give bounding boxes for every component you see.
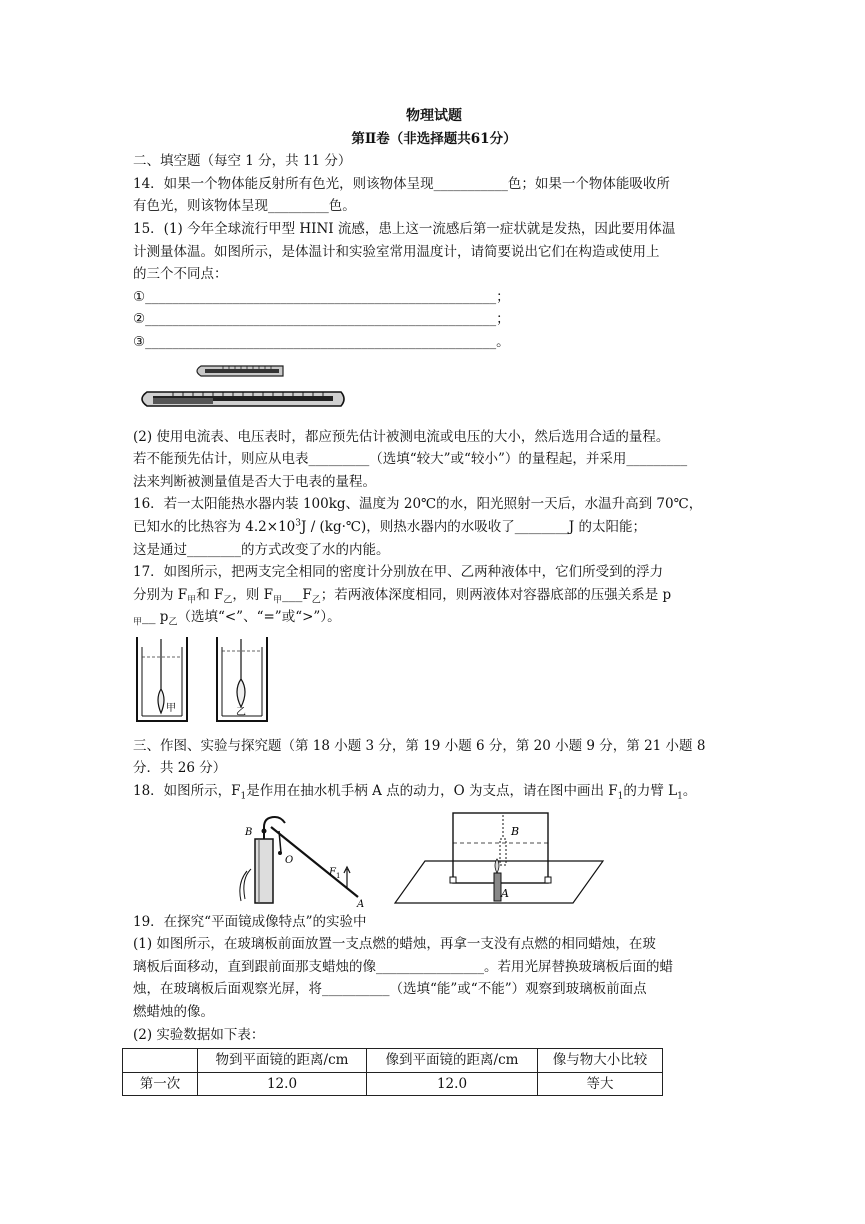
q19-line6: (2) 实验数据如下表： [133, 1026, 265, 1043]
hydrometer-drawing [133, 629, 273, 727]
table-cell: 12.0 [367, 1072, 538, 1096]
svg-text:甲: 甲 [166, 702, 176, 714]
q15-part2-line2: 若不能预先估计，则应从电表_________（选填“较大”或“较小”）的量程起，并采用_________ [133, 451, 688, 468]
q15-blank1: ①____________________________________________________； [133, 288, 510, 305]
svg-text:A: A [357, 898, 365, 907]
table-row [123, 1072, 663, 1096]
lab-thermometer-icon [142, 392, 344, 406]
q17-line2: 分别为 $F_甲$和 $F_乙$，则 $F_甲\_\_\_F_乙$；若两液体深度相同，则两液体对容器底部的压强关系是 p [133, 586, 672, 606]
svg-text:B: B [245, 826, 253, 838]
beaker-jia-icon [137, 637, 187, 721]
q17-line3: $_甲$__ $p_乙$（选填“<”、“=”或“>”）。 [133, 609, 341, 628]
section2-heading: 二、填空题（每空 1 分，共 11 分） [133, 153, 352, 170]
table-header-cell [123, 1049, 198, 1073]
q19-line3: 璃板后面移动，直到跟前面那支蜡烛的像________________。若用光屏替换玻璃板后面的蜡 [133, 958, 673, 975]
svg-text:F: F [329, 866, 336, 878]
q17-line1: 17．如图所示，把两支完全相同的密度计分别放在甲、乙两种液体中，它们所受到的浮力 [133, 564, 664, 581]
q16-line2: 已知水的比热容为 $4.2\times 10^3J$ / (kg·℃)，则热水器内的水吸收了________J 的太阳能； [133, 518, 646, 535]
q14-line1: 14．如果一个物体能反射所有色光，则该物体呈现___________色；如果一个物体能吸收所 [133, 175, 670, 192]
q19-line1: 19．在探究“平面镜成像特点”的实验中 [133, 913, 367, 930]
table-header-cell: 像与物大小比较 [538, 1049, 663, 1073]
q15-blank3: ③____________________________________________________。 [133, 333, 510, 350]
table-cell: 等大 [538, 1072, 663, 1096]
table-cell: 12.0 [198, 1072, 367, 1096]
clinical-thermometer-icon [197, 366, 283, 376]
table-header-cell: 像到平面镜的距离/cm [367, 1049, 538, 1073]
svg-text:O: O [285, 854, 294, 866]
table-header-cell: 物到平面镜的距离/cm [198, 1049, 367, 1073]
q15-line3: 的三个不同点： [133, 266, 228, 283]
q15-line2: 计测量体温。如图所示，是体温计和实验室常用温度计，请简要说出它们在构造或使用上 [133, 243, 660, 260]
experiment-table [122, 1048, 663, 1096]
q14-line2: 有色光，则该物体呈现_________色。 [133, 198, 356, 215]
section3-line1: 三、作图、实验与探究题（第 18 小题 3 分，第 19 小题 6 分，第 20 小题 9 分，第 21 小题 8 [133, 737, 706, 754]
table-cell: 第一次 [123, 1072, 198, 1096]
q16-line3: 这是通过________的方式改变了水的内能。 [133, 541, 390, 558]
water-pump-icon [240, 817, 364, 907]
section3-line2: 分．共 26 分） [133, 760, 227, 777]
q15-line1: 15．(1) 今年全球流行甲型 HINI 流感，患上这一流感后第一症状就是发热，因此要用体温 [133, 220, 676, 237]
q19-line4: 烛，在玻璃板后面观察光屏，将__________（选填“能”或“不能”）观察到玻璃板前面点 [133, 981, 647, 998]
exam-page [133, 105, 735, 1096]
q16-line1: 16．若一太阳能热水器内装 100kg、温度为 20℃的水，阳光照射一天后，水温升高到 70℃， [133, 496, 703, 513]
svg-text:乙: 乙 [236, 706, 246, 718]
svg-text:B: B [511, 824, 520, 838]
svg-text:A: A [501, 886, 509, 900]
page-title: 物理试题 [406, 108, 462, 124]
q18-figures [133, 809, 735, 909]
glass-plate-icon [395, 813, 603, 903]
q19-line5: 燃蜡烛的像。 [133, 1004, 214, 1021]
beaker-yi-icon [217, 637, 267, 721]
q15-blank2: ②____________________________________________________； [133, 311, 510, 328]
svg-text:1: 1 [336, 871, 341, 880]
q15-part2-line1: (2) 使用电流表、电压表时，都应预先估计被测电流或电压的大小，然后选用合适的量程。 [133, 428, 670, 445]
q18-line: 18．如图所示，$F_1$是作用在抽水机手柄 A 点的动力，O 为支点，请在图中画出 $F_1$的力臂 $L_1$。 [133, 783, 697, 802]
thermometers-figure [133, 354, 735, 426]
hydrometer-figure [133, 629, 735, 729]
q19-line2: (1) 如图所示，在玻璃板前面放置一支点燃的蜡烛，再拿一支没有点燃的相同蜡烛，在玻 [133, 936, 656, 953]
section-subtitle: 第Ⅱ卷（非选择题共61分） [351, 130, 517, 147]
thermometers-drawing [133, 354, 353, 424]
q15-part2-line3: 法来判断被测量值是否大于电表的量程。 [133, 473, 376, 490]
table-header-row [123, 1049, 663, 1073]
pump-mirror-drawing [133, 809, 735, 907]
